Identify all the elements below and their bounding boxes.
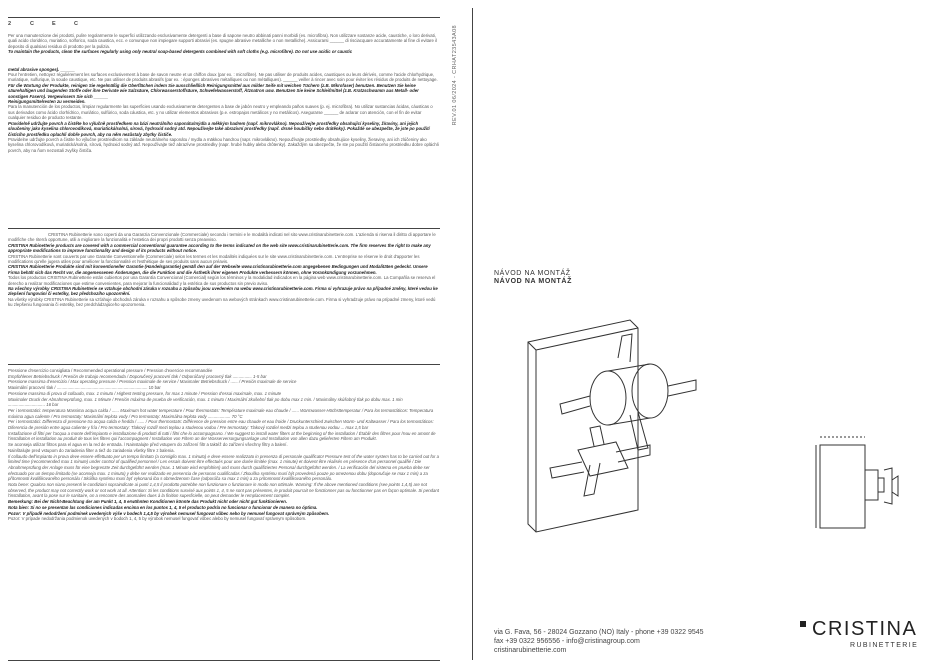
header-cell: C	[74, 21, 79, 27]
side-profile-drawing	[816, 437, 898, 528]
header-cell: 2	[8, 21, 13, 27]
website-link[interactable]: cristinarubinetterie.com	[494, 647, 567, 654]
warranty-en: CRISTINA Rubinetterie products are covered with a commercial conventional guarantee according to the terms indicated on the web site www.cristinarubinetterie.com. The firm reserves the right to make any appropriate modifications to improve functionality and design of its products without notice.	[8, 242, 431, 254]
bottom-rule	[8, 660, 440, 661]
maintenance-de: Für die Wartung der Produkte, reinigen Sie regelmäßig die Oberflächen indem Sie ausschließlich Reinigungsmittel aus milder Seife mit weichen Tüchern (z.B. Mikrofaser) benutzen. Benutzen Sie keine säurehaltigen und laugenden Stoffe oder ihre Derivate wie Salzsäure, Chlorwasserstoffsäure, Schwefelwasserstoff, Ätznatron usw. Benutzen Sie keine Schleifmittel (z.B. Kratzschwamm aus Metall- oder sonstigen Fasern). Vergewissern Sie sich ______	[8, 82, 419, 99]
maintenance-es: Para la manutención de los productos, limpiar regularmente las superficies usando exclusivamente detergentes a base de jabón neutro y empleando paños suaves (p. ej. microfibra). No utilizar sustancias ácidas, cáusticas o sus derivados como ácido clorhídrico, muriático, sulfúrico, soda cáustica, etc. y no utilizar elementos abrasivos (p.e. estropajos metálicos y no metálicos). Asegurarse ______ de aclarar con atención, con el fin de evitar cualquier residuo de producto restante.	[8, 104, 433, 121]
spec-line: Il collaudo dell'impianto in prova deve essere effettuato per un tempo limitato (a consiglio max. 1 minuto) e deve essere realizzato in presenza di personale qualificato! Pressure test of the water system has to be carried out for a limited time (recommended max 1 minute) under control of qualified personnel / Les essais doivent être effectués pour une durée limitée (max. 1 minute) et doivent être réalisés en présence d'un personnel qualifié / Die Abnahmeprüfung der Anlage muss für eine begrenzte Zeit durchgeführt werden (max. 1 Minute wird empfohlen) und muss durch qualifiziertes Personal durchgeführt werden. / La verificación del sistema en prueba debe ser efectuado por un tiempo limitado (se aconseja max. 1 minuto) y debe ser realizado en presencia de personas cualificadas / Zkouška systému musí být provedená pouze po omezenou dobu (doporučuje se max 1 min) a za přítomnosti kvalifikovaného personálu / Skúška systému musí byť vykonaná iba s obmedzenom čase (odporúča sa max 1 min) a za prítomnosti kvalifikovaného personálu.	[8, 453, 439, 482]
header-cell: C	[30, 21, 35, 27]
assembly-title: NÁVOD NA MONTÁŽ	[494, 270, 571, 277]
spec-line: Pozor: V prípade nedodržania podmienok uvedených v bodoch 1, 4, 5 by výrobok nemusel fungovať vôbec alebo by nemusel fungovať správnym spôsobom.	[8, 516, 307, 522]
center-fold-line	[472, 8, 473, 660]
warranty-cs: Na všechny výrobky CRISTINA Rubinetterie se vztahuje obchodní záruka v rozsahu a způsobu jsou uvedeném na webu www.cristinarubinetterie.com. Firma si vyhrazuje právo na případné změny, které vedou ke zlepšení fungování či estetiky, bez předchozího upozornění.	[8, 286, 438, 297]
maintenance-sk: Pravidelne udržujte povrch a čistite ho výlučne prostriedkom na základe neutrálneho saponátu / mydla a mäkkou handrou (napr. mikrovlákno). Nepoužívajte prostriedky obsahujúce kyseliny, žieraviny, ani ich zlúčeniny ako kyselina chlorovodíková, muriatická/solná, sírová, hydroxid sodný atď. Nepoužívajte tiež abrazívne prostriedky (napr. hrubé hubky alebo drôtenky). Zakaždým sa ubezpečte, že ste po použití čistiaceho prostriedku dobre opláchli povrch, aby na ňom nezostali zvyšky čističa.	[8, 136, 439, 153]
spec-line: Se aconseja utilizar filtros para el agua en la red de entrada. / Nainstalujte před vstupem do zařízení filtr a taktéž do zařízení všechny filtry a balení.	[8, 442, 288, 448]
spec-line: Nainštalujte pred vstupom do zariadenia filter a tiež do zariadenia všetky filtre z balenia.	[8, 447, 175, 453]
spec-line: Maximaler Druck der Abnahmeprüfung, max. 1 Minute / Presión máxima de prueba de verificación, max. 1 minuto / Maximální zkušební tlak po dobu max 1 min. / Maximálny skúšobný tlak po dobu max. 1 min ............................... 16 bar	[8, 396, 403, 408]
assembly-title-bold: NÁVOD NA MONTÁŽ	[494, 278, 572, 285]
header-cell: E	[52, 21, 57, 27]
product-illustration	[520, 300, 940, 540]
warranty-es: Todos los productos CRISTINA Rubinetterie están cubiertos por una Garantía Convencional (Comercial) según los términos y la modalidad indicados en la página web www.cristinarubinetterie.com. La Compañía se reserva el derecho a realizar modificaciones que estime convenientes, para mejorar la funcionalidad y la estética de sus productos sin previo aviso.	[8, 275, 436, 286]
top-rule	[8, 17, 440, 18]
warranty-sk: Na všetky výrobky CRISTINA Rubinetterie sa vzťahuje obchodná záruka v rozsahu a spôsobe zmeny uvedenom na webových stránkach www.cristinarubinetterie.com. Firma si vyhradzuje právo na prípadné zmeny, ktoré vedú ku zlepšeniu fungovania či estetiky, bez predchádzajúceho upozornenia.	[8, 296, 436, 308]
brand-logo-sub: RUBINETTERIE	[850, 642, 919, 649]
warranty-it: CRISTINA Rubinetterie sono coperti da una Garanzia Convenzionale (Commerciale) secondo i termini e le modalità indicati nel sito www.cristinarubinetterie.com. L'azienda si riserva il diritto di apportare le modifiche che riterrà opportune, utili a migliorare la funzionalità e l'estetica dei propri prodotti senza preavviso.	[8, 232, 436, 243]
spec-line: Pressione massima d'esercizio / Max operating pressure / Pression maximale de service / Maximaler Betriebsdruck / ...... / Presión maximale de service	[8, 379, 297, 385]
spec-line: Empfohlener Betriebsdruck / Presión de trabajo recomendada / Doporučený pracovní tlak / Odporúčaný pracovný tlak ................ 1-5 bar	[8, 373, 267, 379]
maintenance-section	[8, 33, 440, 153]
warranty-fr: CRISTINA Rubinetterie sont couverts par une Garantie Conventionnelle (Commerciale) selon les termes et les modalités indiquées sur le site www.cristinarubinetterie.com. L'entreprise se réserve le droit d'apporter les modifications qu'elle jugera utiles pour améliorer la fonctionnalité et l'esthétique de ses produits sans aucun préavis.	[8, 253, 420, 265]
logo-square-icon	[800, 621, 806, 627]
thermostat-knob-drawing	[560, 334, 696, 450]
spec-line: Maximální pracovní tlak / ............................................................................ 10 bar	[8, 385, 161, 391]
maintenance-cs: Pravidelně udržujte povrch a čistěte ho výlučně prostředkem na bázi neutrálního saponátu/mýdla a měkkým hadrem (např. mikrovlákno). Nepoužívejte prostředky obsahující kyseliny, žíraviny, ani jejich sloučeniny jako kyselina chlorovodíková, muriatická/solná, sírová, hydroxid sodný atd. Nepoužívejte také abrazivní prostředky (např. drsné houbičky nebo drátěnky). Pokaždé se ubezpečte, že jste po použití čisticího prostředku oplachli dobře povrch, aby na něm nezůstaly zbytky čističe.	[8, 120, 430, 137]
warranty-de: CRISTINA Rubinetterie Produkte sind mit konventioneller Garantie (Handelsgarantie) gemäß den auf der Webseite www.cristinarubinetterie.com angegebenen Bedingungen und Modalitäten gedeckt. Unsere Firma behält sich das Recht vor, die angemessenen Änderungen, die die Funktion und die Ästhetik ihrer eigenen Produkte verbessern können, ohne Vorankündigung vorzunehmen.	[8, 264, 428, 275]
spec-line: Installazione di filtri per l'acqua a monte dell'impianto e installazione di prodotti di tutti i filtri che lo accompagnano. / We suggest to install water filters at the beginning of the installation / Établir des filtres pour l'eau en amont de l'installation et installation au produit de tous les filtres qui l'accompagnent / Installation von Filtern an der Wasserversorgungsanlage und Installation von allen dazu gelieferten Filtern am Produkt.	[8, 430, 436, 442]
spec-line: Nota bene: Qualora non siano presenti le condizioni sopraindicate ai punti 1,4,5 il prodotto potrebbe non funzionare o funzionare in modo non ottimale. Warning: If the above mentioned conditions (see points 1,4,5) are not observed, the product may not correctly work or not work at all. Attention: Si les conditions susvisé aux points 1, 4, 5 ne sont pas présentes, le produit pourrait ne fonctionner pas ou fonctionner pas en façon optimale. Si pendant l'installation, avant la pose sur le sanitaire, on a rencontre des anomalies dues à la finition superficielle, on peut demander le remplacement complet.	[8, 482, 439, 499]
warranty-section	[8, 232, 440, 308]
contact-line: fax +39 0322 956556 - info@cristinagroup.com	[494, 638, 640, 645]
maintenance-en-2: metal abrasive sponges). ______	[8, 66, 75, 72]
header-cells	[8, 21, 96, 27]
address-line: via G. Fava, 56 - 28024 Gozzano (NO) Italy - phone +39 0322 9545	[494, 629, 704, 636]
spec-line: Pressione massima di prova di collaudo, max. 1 minuto / Highest testing pressure, for max 1 minute / Pression d'essai maximale, max. 1 minute	[8, 390, 282, 396]
maintenance-de-2: Reinigungsmittelresten zu vermeiden.	[8, 99, 86, 105]
wall-plate-drawing	[528, 320, 638, 532]
spec-line: Bemerkung: Bei der Nicht-Beachtung der am Punkt 1, 4, 5 erwähnten Konditionen könnte das Produkt nicht oder nicht gut funktionieren.	[8, 499, 288, 505]
spec-line: Per i termostatici: temperatura Massima acqua calda / ...... Maximum hot water temperature / Pour thermostats: Température maximale eau chaude / ...... Warmwasser-Höchsttemperatur / Para los termostáticos: Temperatura máxima agua caliente / Pro termostaty: Maximální teplota vody / Pro termostaty: Maximálna teplota vody ................... 70 °C	[8, 407, 434, 419]
maintenance-it: Per una manutenzione dei prodotti, pulire regolarmente le superfici utilizzando esclusivamente detergenti a base di sapone neutro abbinati panni morbidi (es. microfibra). Non utilizzare sostanze acide, caustiche, o loro derivati, quali acido cloridrico, muriatico, solforico, soda caustica, ecc. e comunque non impiegare supporti abrasivi (es. spugne abrasive metalliche o non metalliche). Assicurarsi ______ di risciacquare accuratamente al fine di evitare il deposito di qualsiasi residuo di prodotto per la pulizia.	[8, 33, 437, 49]
section-rule	[8, 228, 440, 229]
maintenance-en: To maintain the products, clean the surfaces regularly using only neutral soap-based detergents combined with soft cloths (e.g. microfibre). Do not use acidic or caustic	[8, 49, 353, 55]
revision-code: REV.01 06/2024 - CRHAT23543A08	[452, 25, 458, 126]
spec-line: Nota bien: Si no se presentan las condiciones indicadas encima en los puntos 1, 4, 5 el producto podría no funcionar o funcionar de manera no óptima.	[8, 504, 318, 510]
spec-line: Per i termostatici: Differenza di pressione tra acqua calda e fredda / ...... / Pour thermostats: Différence de pression entre eau chaude et eau froide / Druckunterschied zwischen Warm- und Kaltwasser / Para los termostáticos: Diferencia de presión entre agua caliente y fría / Pro termostaty: Tlakový rozdíl mezi teplou a studenou vodou / Pre termostaty: Tlakový rozdiel medzi teplou a studenou vodou ... max 1,5 bar	[8, 419, 434, 431]
brand-logo: CRISTINA	[812, 618, 918, 640]
spec-line: Pressione d'esercizio consigliata / Recommended operational pressure / Pression d'exercice recommandée	[8, 368, 213, 373]
specs-section	[8, 368, 440, 522]
maintenance-fr: Pour l'entretien, nettoyez régulièrement les surfaces exclusivement à base de savon neutre et un chiffon doux (par ex. : microfibre). Ne pas utiliser de produits acides, caustiques ou leurs dérivés, comme l'acide chlorhydrique, muriatique, sulfurique, la soude caustique, etc. Ne pas utiliser de produits abrasifs (par ex. : éponges abrasives métalliques ou non métalliques). ______ veiller à rincer avec soin pour éviter les résidus de produits de nettoyage.	[8, 72, 438, 83]
section-rule	[8, 364, 440, 365]
spec-line: Pozor: V případě nedodržení podmínek uvedených výše v bodech 1,4,5 by výrobek nemusel fungovat vůbec nebo by nemusel fungovat správným způsobem.	[8, 510, 330, 516]
